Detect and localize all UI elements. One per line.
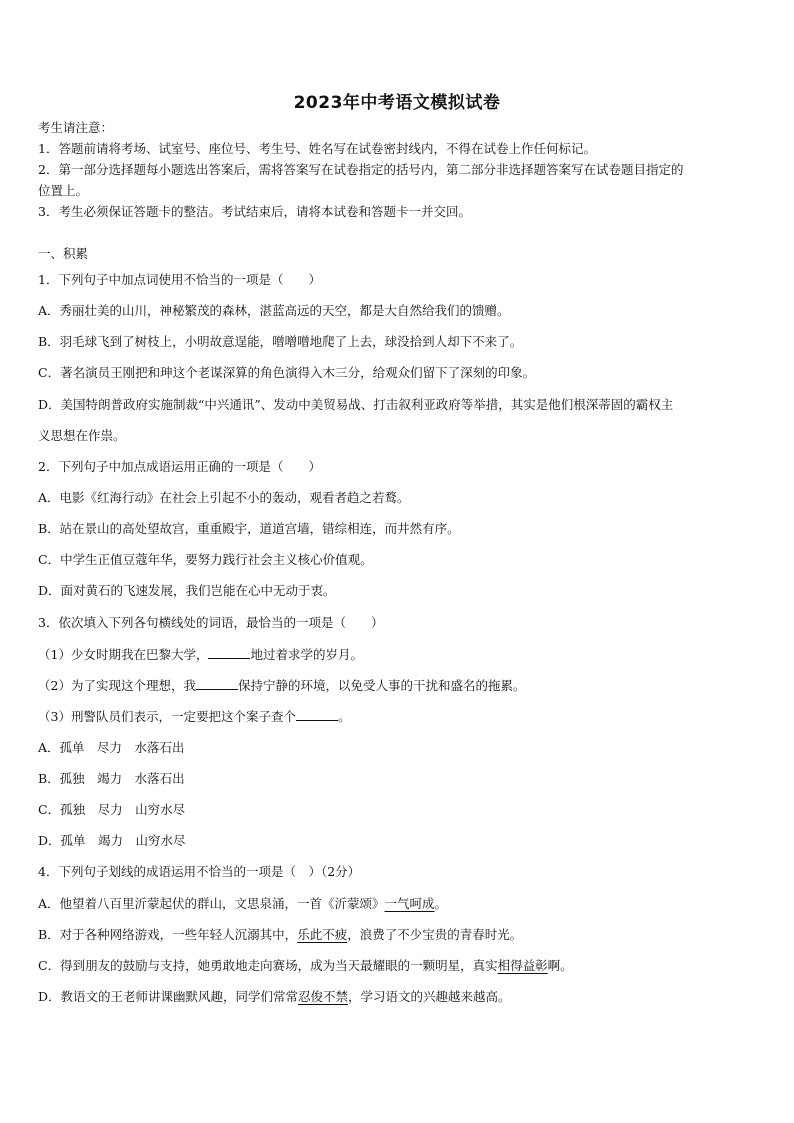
notice-heading: 考生请注意： [38,120,114,135]
fill-blank [196,677,238,690]
q2-option-d: D．面对黄石的飞速发展，我们岂能在心中无动于衷。 [38,583,336,598]
q3-sentence-1: （1）少女时期我在巴黎大学， 地过着求学的岁月。 [38,647,363,662]
q4-option-b: B．对于各种网络游戏，一些年轻人沉溺其中，乐此不疲，浪费了不少宝贵的青春时光。 [38,927,523,942]
q3-option-c: C．孤独 尽力 山穷水尽 [38,802,186,817]
q3-option-b: B．孤独 竭力 水落石出 [38,771,185,786]
q2-option-c: C．中学生正值豆蔻年华，要努力践行社会主义核心价值观。 [38,552,373,567]
page-title: 2023年中考语文模拟试卷 [293,93,501,113]
q4-option-d: D．教语文的王老师讲课幽默风趣，同学们常常忍俊不禁，学习语文的兴趣越来越高。 [38,989,511,1004]
underlined-idiom: 相得益彰 [497,958,548,973]
q1-option-a: A．秀丽壮美的山川，神秘繁茂的森林，湛蓝高远的天空，都是大自然给我们的馈赠。 [38,303,510,318]
q1-option-d: D．美国特朗普政府实施制裁“中兴通讯”、发动中美贸易战、打击叙利亚政府等举措，其实是他们根深蒂固的霸权主 [38,397,674,412]
q3-sentence-2: （2）为了实现这个理想，我 保持宁静的环境，以免受人事的干扰和盛名的拖累。 [38,678,526,693]
q4-option-a: A．他望着八百里沂蒙起伏的群山，文思泉涌，一首《沂蒙颂》一气呵成。 [38,896,448,911]
notice-item-3: 3．考生必须保证答题卡的整洁。考试结束后，请将本试卷和答题卡一并交回。 [38,204,471,219]
underlined-idiom: 乐此不疲 [297,927,348,942]
q1-option-d-cont: 义思想在作祟。 [38,428,126,443]
q2-option-b: B．站在景山的高处望故宫，重重殿宇，道道宫墙，错综相连，而井然有序。 [38,521,460,536]
underlined-idiom: 一气呵成 [384,896,435,911]
fill-blank [296,708,338,721]
fill-blank [208,646,250,659]
q3-sentence-3: （3）刑警队员们表示，一定要把这个案子查个 。 [38,709,351,724]
q1-stem: 1．下列句子中加点词使用不恰当的一项是（ ） [38,272,321,287]
notice-item-1: 1．答题前请将考场、试室号、座位号、考生号、姓名写在试卷密封线内，不得在试卷上作任何标记。 [38,141,596,156]
q1-option-b: B．羽毛球飞到了树枝上，小明故意逞能，噌噌噌地爬了上去，球没拾到人却下不来了。 [38,334,523,349]
q1-option-c: C．著名演员王刚把和珅这个老谋深算的角色演得入木三分，给观众们留下了深刻的印象。 [38,365,536,380]
q3-stem: 3．依次填入下列各句横线处的词语，最恰当的一项是（ ） [38,615,384,630]
notice-item-2-cont: 位置上。 [38,183,89,198]
q3-option-d: D．孤单 竭力 山穷水尽 [38,833,186,848]
q2-option-a: A．电影《红海行动》在社会上引起不小的轰动，观看者趋之若鹜。 [38,490,410,505]
notice-item-2: 2．第一部分选择题每小题选出答案后，需将答案写在试卷指定的括号内，第二部分非选择题答案写在试卷题目指定的 [38,162,684,177]
underlined-idiom: 忍俊不禁 [298,989,349,1004]
q3-option-a: A．孤单 尽力 水落石出 [38,740,185,755]
q4-option-c: C．得到朋友的鼓励与支持，她勇敢地走向赛场，成为当天最耀眼的一颗明星，真实相得益彰啊。 [38,958,573,973]
q2-stem: 2．下列句子中加点成语运用正确的一项是（ ） [38,459,321,474]
section-heading: 一、积累 [38,246,89,261]
q4-stem: 4．下列句子划线的成语运用不恰当的一项是（ ）（2分） [38,864,361,879]
